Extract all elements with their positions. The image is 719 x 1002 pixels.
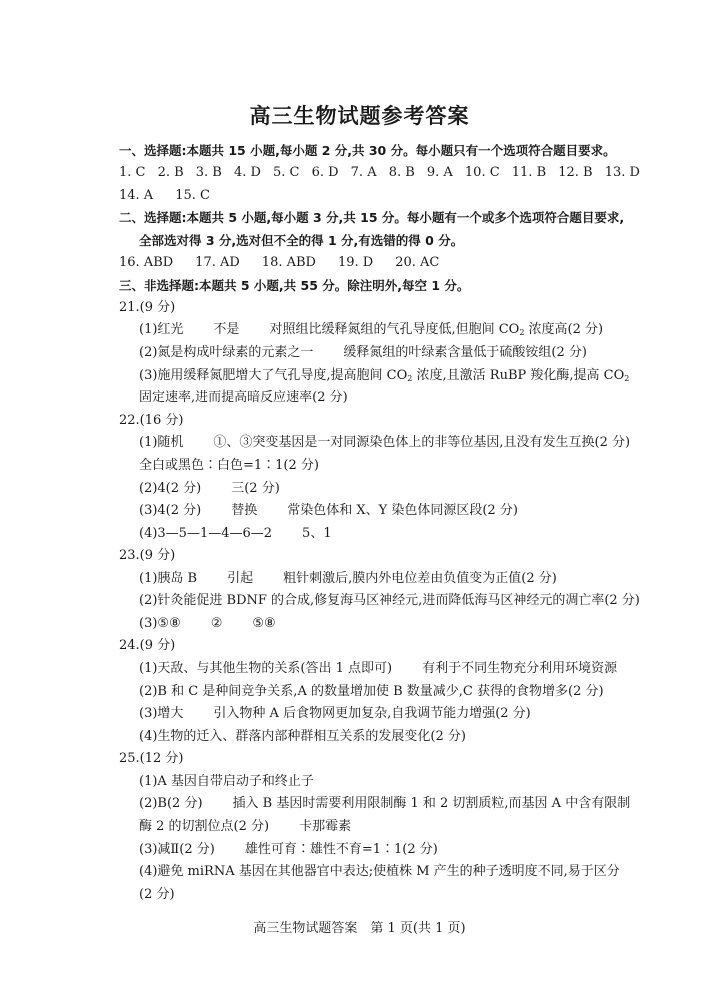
q24-header: 24.(9 分) [119,638,176,653]
answer-text: (2)B(2 分) [139,796,203,811]
answer-item: 5. C [273,165,300,180]
section-1-answers-row-1 [119,164,640,182]
answer-item: 19. D [337,255,374,270]
q23-header: 23.(9 分) [119,548,176,563]
answer-item: 7. A [350,165,377,180]
answer-item: 4. D [233,165,261,180]
answer-text: (2)4(2 分) [139,481,202,496]
answer-item: 14. A [119,188,154,203]
q22-answer-1-cont: 全白或黑色∶白色=1∶1(2 分) [139,458,319,473]
answer-item: 16. ABD [119,255,174,270]
section-1-answers-row-2 [119,187,210,205]
q21-answer-3 [139,367,629,388]
section-2-heading-cont: 全部选对得 3 分,选对但不全的得 1 分,有选错的得 0 分。 [139,233,464,248]
answer-text: 5、1 [302,526,332,541]
answer-item: 11. B [511,165,547,180]
q22-answer-4 [139,525,332,543]
answer-text: (2)氮是构成叶绿素的元素之一 [139,345,314,360]
q23-answer-2: (2)针灸能促进 BDNF 的合成,修复海马区神经元,进而降低海马区神经元的凋亡率(2 分) [139,593,640,608]
answer-row [119,164,640,182]
answer-text: 缓释氮组的叶绿素含量低于硫酸铵组(2 分) [343,345,587,360]
subscript: 2 [407,374,413,383]
q25-answer-2-cont [139,818,351,836]
q23-answer-1 [139,570,557,588]
q23-answer-3 [139,615,276,633]
answer-text: (3)增大 [139,706,184,721]
page-title: 高三生物试题参考答案 [249,104,470,128]
q25-answer-4-cont: (2 分) [139,887,175,902]
answer-text: (3)⑤⑧ [139,616,181,631]
answer-text: 三(2 分) [231,481,280,496]
answer-text: 雄性可育∶雄性不育=1∶1(2 分) [244,842,438,857]
answer-text: 插入 B 基因时需要利用限制酶 1 和 2 切割质粒,而基因 A 中含有限制 [232,796,631,811]
q22-answer-1 [139,434,630,452]
q25-answer-4: (4)避免 miRNA 基因在其他器官中表达;使植株 M 产生的种子透明度不同,易于区分 [139,864,620,879]
answer-item: 6. D [311,165,339,180]
answer-text: 有利于不同生物充分利用环境资源 [422,661,618,676]
answer-text: 常染色体和 X、Y 染色体同源区段(2 分) [287,503,518,518]
answer-text: 卡那霉素 [299,819,352,834]
q24-answer-3 [139,705,531,723]
q21-header: 21.(9 分) [119,300,176,315]
section-1-heading: 一、选择题:本题共 15 小题,每小题 2 分,共 30 分。每小题只有一个选项符合题目要求。 [119,143,616,158]
page-footer: 高三生物试题答案 第 1 页(共 1 页) [253,921,466,936]
answer-item: 2. B [157,165,184,180]
q24-answer-2: (2)B 和 C 是种间竞争关系,A 的数量增加使 B 数量减少,C 获得的食物增多(2 分) [139,684,604,699]
q21-answer-2 [139,344,587,362]
q21-answer-1 [139,321,603,342]
q25-header: 25.(12 分) [119,751,184,766]
section-3-heading: 三、非选择题:本题共 5 小题,共 55 分。除注明外,每空 1 分。 [119,278,470,293]
q25-answer-3 [139,841,438,859]
answer-text: 引入物种 A 后食物网更加复杂,自我调节能力增强(2 分) [213,706,531,721]
answer-item: 10. C [464,165,500,180]
answer-text: ⑤⑧ [252,616,276,631]
answer-text: 粗针刺激后,膜内外电位差由负值变为正值(2 分) [283,571,557,586]
q22-header: 22.(16 分) [119,413,184,428]
answer-text: ② [210,616,223,631]
answer-text: 引起 [227,571,254,586]
answer-text: 替换 [231,503,258,518]
answer-text: (3)4(2 分) [139,503,202,518]
subscript: 2 [519,328,525,337]
q22-answer-3 [139,502,518,520]
answer-text: (4)3—5—1—4—6—2 [139,526,273,541]
q25-answer-1: (1)A 基因自带启动子和终止子 [139,774,314,789]
answer-item: 15. C [175,188,210,203]
answer-item: 17. AD [195,255,240,270]
answer-text: (1)天敌、与其他生物的关系(答出 1 点即可) [139,661,393,676]
q24-answer-4: (4)生物的迁入、群落内部种群相互关系的发展变化(2 分) [139,729,466,744]
answer-text: (1)随机 [139,435,184,450]
answer-item: 12. B [558,165,593,180]
answer-item: 13. D [604,165,640,180]
q21-answer-3-cont: 固定速率,进而提高暗反应速率(2 分) [139,390,348,405]
answer-text: (3)施用缓释氮肥增大了气孔导度,提高胞间 CO [139,368,408,383]
answer-text: (1)红光 [139,322,184,337]
answer-text: 对照组比缓释氮组的气孔导度低,但胞间 CO [269,322,520,337]
answer-text: 不是 [213,322,240,337]
answer-item: 3. B [195,165,222,180]
answer-item: 1. C [119,165,146,180]
answer-text: 浓度,且激活 RuBP 羧化酶,提高 CO [412,368,625,383]
answer-item: 18. ABD [261,255,316,270]
section-2-answers [119,254,439,272]
answer-text: 酶 2 的切割位点(2 分) [139,819,270,834]
subscript: 2 [624,374,630,383]
answer-item: 8. B [388,165,415,180]
answer-item: 9. A [426,165,453,180]
section-2-heading: 二、选择题:本题共 5 小题,每小题 3 分,共 15 分。每小题有一个或多个选项符合题目要求, [119,210,625,225]
q24-answer-1 [139,660,617,678]
q25-answer-2 [139,795,630,813]
q22-answer-2 [139,480,280,498]
answer-text: (3)减Ⅱ(2 分) [139,842,215,857]
answer-text: (1)胰岛 B [139,571,198,586]
answer-text: 浓度高(2 分) [524,322,604,337]
answer-item: 20. AC [395,255,440,270]
answer-text: ①、③突变基因是一对同源染色体上的非等位基因,且没有发生互换(2 分) [213,435,631,450]
